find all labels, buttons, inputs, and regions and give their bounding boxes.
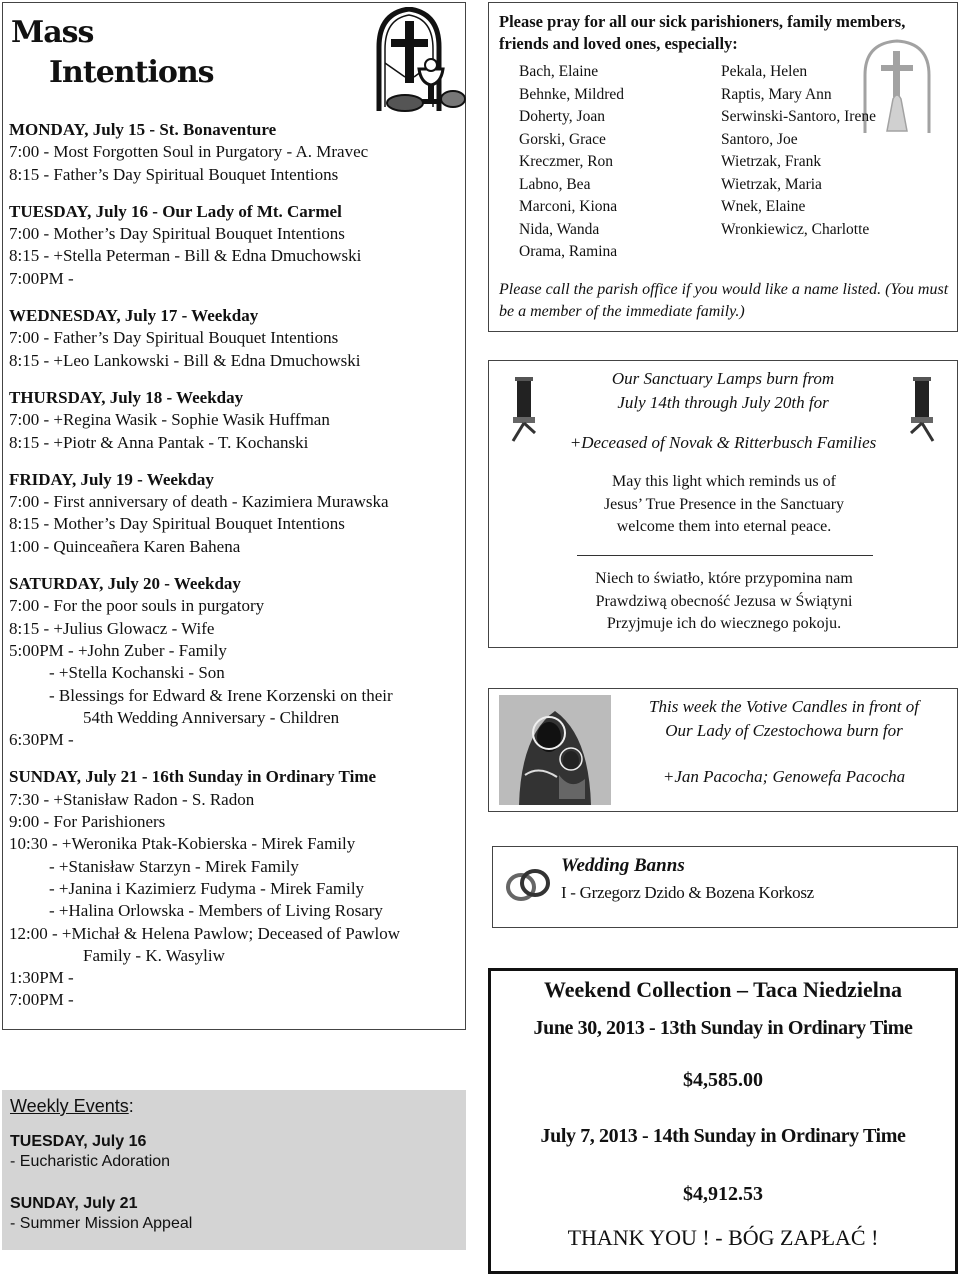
banns-entry: I - Grzegorz Dzido & Bozena Korkosz xyxy=(561,883,814,902)
weekly-events-title: Weekly Events: xyxy=(10,1096,134,1116)
collection-thanks: THANK YOU ! - BÓG ZAPŁAĆ ! xyxy=(567,1225,879,1250)
mass-intention-line: 9:00 - For Parishioners xyxy=(9,812,166,832)
mass-intention-line: 8:15 - +Leo Lankowski - Bill & Edna Dmuchowski xyxy=(9,350,361,370)
mass-day xyxy=(9,469,461,558)
mass-intention-line: 1:00 - Quinceañera Karen Bahena xyxy=(9,536,241,556)
collection-title: Weekend Collection – Taca Niedzielna xyxy=(543,977,903,1002)
mass-intention-line: 10:30 - +Weronika Ptak-Kobierska - Mirek Family xyxy=(9,834,356,854)
mass-intention-line: 6:30PM - xyxy=(9,730,74,750)
votive-names: +Jan Pacocha; Genowefa Pacocha xyxy=(662,767,906,786)
prayer-heading: Please pray for all our sick parishioners, family members, friends and loved ones, especially: xyxy=(499,12,906,53)
prayer-name: Bach, Elaine xyxy=(519,63,599,80)
prayer-name: Behnke, Mildred xyxy=(519,85,625,103)
mass-day-heading: MONDAY, July 15 - St. Bonaventure xyxy=(9,120,277,139)
mass-intention-line: Family - K. Wasyliw xyxy=(83,945,225,965)
mass-day-heading: SUNDAY, July 21 - 16th Sunday in Ordinary Time xyxy=(9,767,377,787)
lamps-line1: Our Sanctuary Lamps burn from xyxy=(611,369,835,388)
mass-intention-line: 7:00 - +Regina Wasik - Sophie Wasik Huffman xyxy=(9,410,330,430)
prayer-note: Please call the parish office if you would like a name listed. (You must be a member of the immediate family.) xyxy=(499,281,949,320)
prayer-name: Nida, Wanda xyxy=(519,220,600,238)
banns-title: Wedding Banns xyxy=(561,855,685,876)
event-day: TUESDAY, July 16 xyxy=(10,1133,147,1150)
mass-day-heading: TUESDAY, July 16 - Our Lady of Mt. Carmel xyxy=(9,201,342,221)
weekly-events-panel xyxy=(2,1090,466,1250)
event-item xyxy=(10,1194,192,1234)
mass-title-line1: Mass xyxy=(11,15,94,50)
mass-day xyxy=(9,573,461,751)
prayer-name: Marconi, Kiona xyxy=(519,198,618,215)
mass-day xyxy=(9,201,461,290)
prayer-name: Doherty, Joan xyxy=(519,108,605,125)
mass-day xyxy=(9,387,461,454)
collection-week1-amount: $4,585.00 xyxy=(683,1069,763,1091)
mass-intention-line: 7:00 - Father’s Day Spiritual Bouquet Intentions xyxy=(9,328,339,348)
mass-intention-line: 7:00PM - xyxy=(9,268,74,288)
votive-line2: Our Lady of Czestochowa burn for xyxy=(665,721,903,740)
mass-intentions-panel xyxy=(2,2,466,1030)
mass-day xyxy=(9,305,461,372)
wedding-banns-panel xyxy=(492,846,958,928)
mass-title xyxy=(11,13,214,93)
mass-intention-line: 7:00 - Most Forgotten Soul in Purgatory - A. Mravec xyxy=(9,142,369,162)
prayer-name: Raptis, Mary Ann xyxy=(721,85,832,103)
mass-intention-line: 8:15 - Father’s Day Spiritual Bouquet Intentions xyxy=(9,164,339,184)
lamps-polish-prayer: Niech to światło, które przypomina nam Prawdziwą obecność Jezusa w Świątyni Przyjmuje ich do wiecznego pokoju. xyxy=(595,570,853,632)
event-desc: - Summer Mission Appeal xyxy=(10,1215,193,1232)
mass-day-heading: FRIDAY, July 19 - Weekday xyxy=(9,469,214,489)
mass-intention-line: 8:15 - +Julius Glowacz - Wife xyxy=(9,618,215,638)
lamps-english-prayer: May this light which reminds us of Jesus’ True Presence in the Sanctuary welcome them into eternal peace. xyxy=(603,473,845,535)
prayer-name: Santoro, Joe xyxy=(721,130,798,148)
mass-intention-line: 8:15 - +Piotr & Anna Pantak - T. Kochanski xyxy=(9,432,309,452)
prayer-names-left xyxy=(519,61,624,264)
prayer-name: Orama, Ramina xyxy=(519,243,618,260)
event-desc: - Eucharistic Adoration xyxy=(10,1153,171,1170)
church-window-icon xyxy=(369,7,469,113)
mass-day-heading: WEDNESDAY, July 17 - Weekday xyxy=(9,306,259,326)
mass-title-line2: Intentions xyxy=(49,55,214,90)
mass-intention-line: 5:00PM - +John Zuber - Family xyxy=(9,640,227,660)
collection-week2-label: July 7, 2013 - 14th Sunday in Ordinary Time xyxy=(540,1125,906,1147)
divider xyxy=(577,555,873,556)
event-day: SUNDAY, July 21 xyxy=(10,1195,138,1212)
mass-intention-line: 7:00PM - xyxy=(9,990,74,1010)
our-lady-of-czestochowa-icon xyxy=(499,695,611,805)
prayer-name: Wietrzak, Maria xyxy=(721,175,822,193)
event-item xyxy=(10,1132,170,1172)
lamps-dedication: +Deceased of Novak & Ritterbusch Families xyxy=(569,433,877,452)
mass-days-list xyxy=(9,119,461,1027)
prayer-name: Gorski, Grace xyxy=(519,130,606,148)
prayer-name: Wnek, Elaine xyxy=(721,198,806,215)
mass-intention-line: - +Stella Kochanski - Son xyxy=(49,663,225,683)
mass-intention-line: 1:30PM - xyxy=(9,968,74,988)
prayer-name: Pekala, Helen xyxy=(721,63,808,80)
mass-intention-line: 7:00 - First anniversary of death - Kazimiera Murawska xyxy=(9,492,389,512)
prayer-names-right xyxy=(721,61,876,241)
collection-week2-amount: $4,912.53 xyxy=(683,1183,763,1205)
mass-intention-line: 8:15 - +Stella Peterman - Bill & Edna Dmuchowski xyxy=(9,246,362,266)
mass-intention-line: 7:00 - Mother’s Day Spiritual Bouquet Intentions xyxy=(9,224,345,244)
mass-day xyxy=(9,119,461,186)
mass-intention-line: - +Janina i Kazimierz Fudyma - Mirek Family xyxy=(49,878,365,898)
prayer-name: Serwinski-Santoro, Irene xyxy=(721,108,876,125)
mass-intention-line: - Blessings for Edward & Irene Korzenski on their xyxy=(49,685,393,705)
mass-day-heading: THURSDAY, July 18 - Weekday xyxy=(9,387,244,407)
prayer-name: Kreczmer, Ron xyxy=(519,153,614,170)
lamps-line2: July 14th through July 20th for xyxy=(617,393,829,412)
mass-intention-line: 54th Wedding Anniversary - Children xyxy=(83,707,340,727)
mass-intention-line: 8:15 - Mother’s Day Spiritual Bouquet Intentions xyxy=(9,514,345,534)
prayer-list-panel xyxy=(488,2,958,332)
prayer-name: Wietrzak, Frank xyxy=(721,153,822,170)
votive-candles-panel xyxy=(488,688,958,812)
mass-intention-line: - +Stanisław Starzyn - Mirek Family xyxy=(49,856,299,876)
wedding-rings-icon xyxy=(503,865,553,905)
sanctuary-lamps-panel xyxy=(488,360,958,648)
prayer-name: Labno, Bea xyxy=(519,175,591,193)
prayer-name: Wronkiewicz, Charlotte xyxy=(721,220,870,238)
mass-intention-line: - +Halina Orlowska - Members of Living Rosary xyxy=(49,901,383,921)
collection-week1-label: June 30, 2013 - 13th Sunday in Ordinary Time xyxy=(533,1017,913,1039)
mass-intention-line: 12:00 - +Michał & Helena Pawlow; Deceased of Pawlow xyxy=(9,923,401,943)
votive-line1: This week the Votive Candles in front of xyxy=(649,697,919,716)
weekend-collection-panel xyxy=(488,968,958,1274)
mass-intention-line: 7:30 - +Stanisław Radon - S. Radon xyxy=(9,789,255,809)
mass-day xyxy=(9,766,461,1011)
mass-intention-line: 7:00 - For the poor souls in purgatory xyxy=(9,596,265,616)
mass-day-heading: SATURDAY, July 20 - Weekday xyxy=(9,574,241,594)
